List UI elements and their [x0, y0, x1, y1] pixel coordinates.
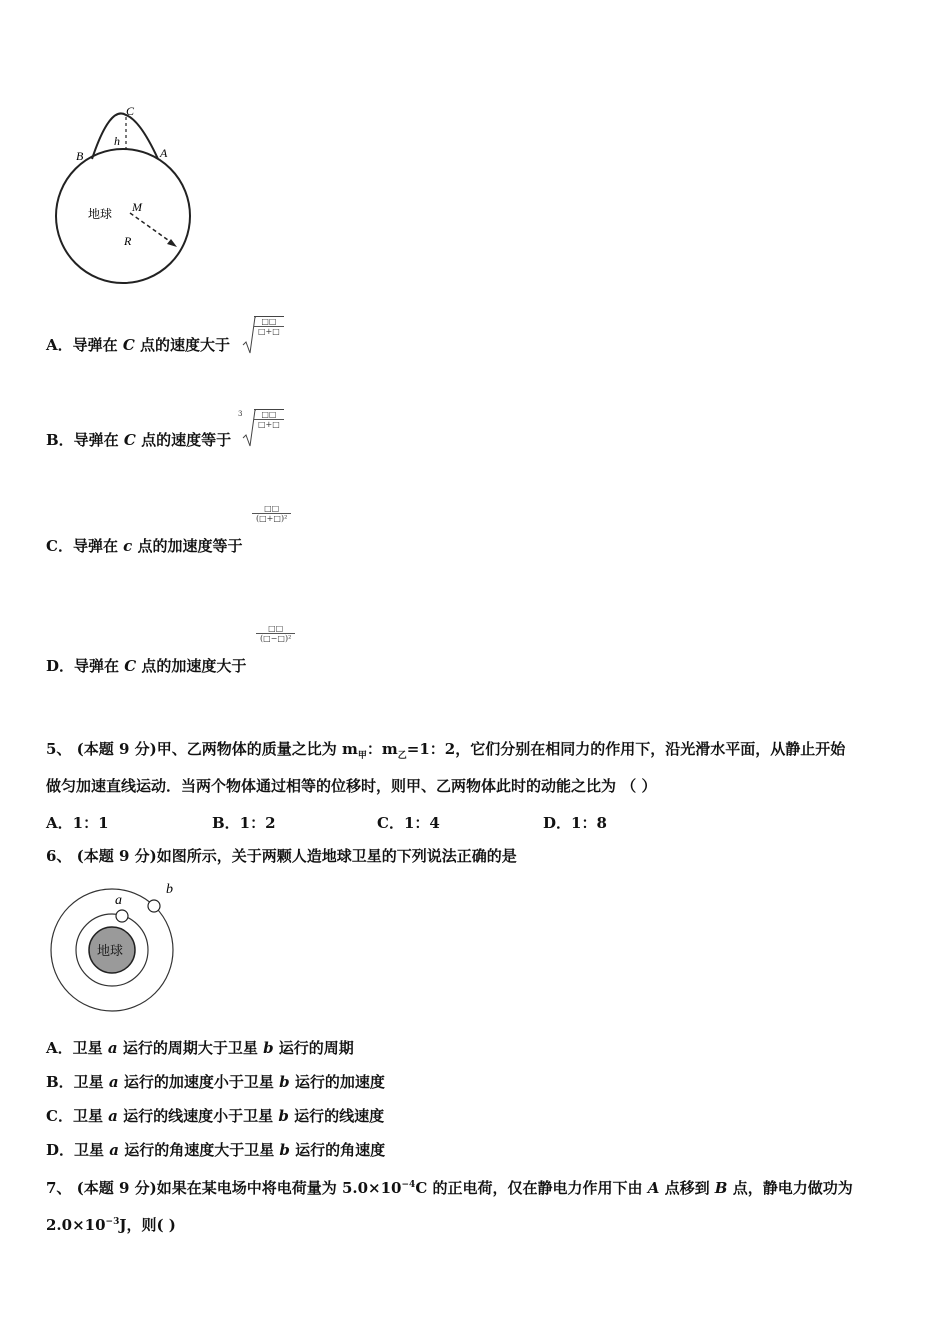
q6-option-a: A．卫星 a 运行的周期大于卫星 b 运行的周期	[46, 1039, 354, 1057]
q4-option-c: C．导弹在 c 点的加速度等于	[46, 537, 243, 555]
q4-option-a: A．导弹在 C 点的速度大于	[46, 336, 231, 354]
q6-option-d: D．卫星 a 运行的角速度大于卫星 b 运行的角速度	[46, 1141, 386, 1159]
q6-option-c: C．卫星 a 运行的线速度小于卫星 b 运行的线速度	[46, 1107, 385, 1125]
satellite-a	[116, 910, 128, 922]
label-b: B	[76, 149, 84, 163]
q6-option-b: B．卫星 a 运行的加速度小于卫星 b 运行的加速度	[46, 1073, 385, 1091]
label-r: R	[124, 234, 132, 248]
label-h: h	[114, 134, 120, 148]
satellite-b	[148, 900, 160, 912]
sat-a-label: a	[115, 893, 122, 908]
q4-option-d: D．导弹在 C 点的加速度大于	[46, 657, 247, 675]
q5-option-c: C．1：4	[377, 814, 440, 832]
root-index-b: 3	[238, 410, 243, 418]
radius-arrow	[130, 213, 175, 245]
earth-circle	[56, 149, 190, 283]
q5-option-b: B．1：2	[212, 814, 276, 832]
label-a: A	[160, 146, 168, 160]
earth-label: 地球	[97, 944, 124, 959]
q5-stem-line2: 做匀加速直线运动．当两个物体通过相等的位移时，则甲、乙两物体此时的动能之比为 （ ）	[46, 777, 657, 795]
q7-stem-line2: $2.0\times 10^{-3}J$，则( )	[46, 1216, 176, 1234]
label-m: M	[132, 200, 142, 214]
missile-trajectory-figure	[40, 95, 210, 290]
q5-stem-line1: 5、 (本题 9 分)甲、乙两物体的质量之比为 $m_甲$：$m_乙=1$：2，它们分别在相同力的作用下，沿光滑水平面，从静止开始	[46, 740, 846, 761]
radius-arrowhead	[167, 239, 177, 247]
fraction-a: □□ □+□	[254, 316, 284, 336]
q5-option-d: D．1：8	[543, 814, 607, 832]
label-earth: 地球	[88, 207, 113, 221]
q6-stem: 6、 (本题 9 分)如图所示，关于两颗人造地球卫星的下列说法正确的是	[46, 847, 517, 865]
fraction-d: □□ (□−□)²	[256, 624, 295, 643]
sat-b-label: b	[166, 882, 173, 897]
label-c: C	[126, 104, 135, 118]
fraction-c: □□ (□+□)²	[252, 504, 291, 523]
q4-option-b: B．导弹在 C 点的速度等于	[46, 431, 232, 449]
q5-option-a: A．1：1	[46, 814, 109, 832]
q7-stem-line1: 7、 (本题 9 分)如果在某电场中将电荷量为 $5.0\times 10^{-4}C$ 的正电荷，仅在静电力作用下由 A 点移到 B 点，静电力做功为	[46, 1179, 853, 1197]
satellite-orbit-figure	[45, 878, 195, 1013]
fraction-b: □□ □+□	[254, 409, 284, 429]
